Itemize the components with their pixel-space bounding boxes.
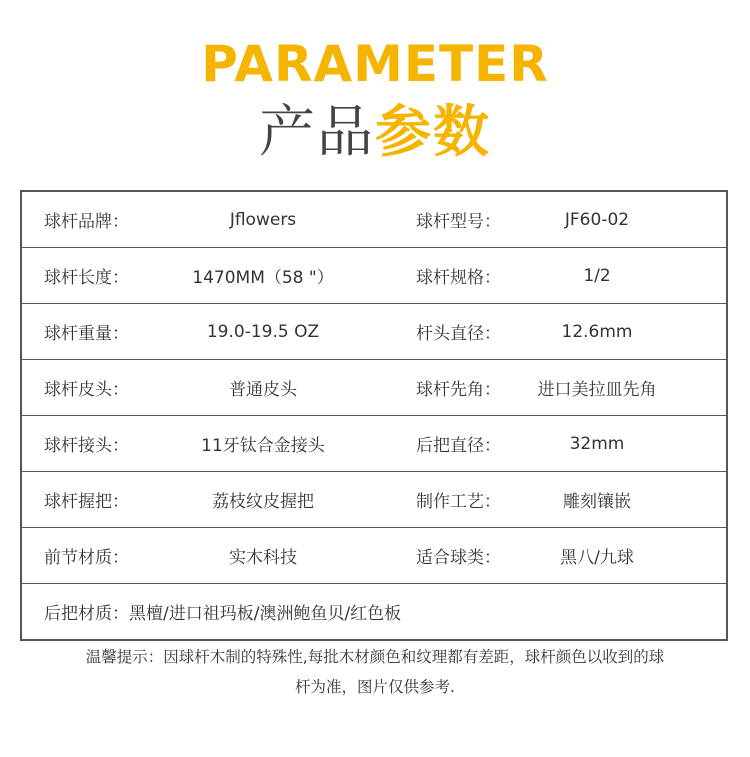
param-value: 1/2 (583, 265, 611, 286)
param-label: 球杆皮头： (44, 380, 129, 400)
param-label: 球杆规格： (416, 268, 501, 288)
param-label: 球杆先角： (416, 380, 501, 400)
param-label: 球杆品牌： (44, 212, 129, 232)
param-label: 杆头直径： (416, 324, 501, 344)
param-value: 32mm (569, 433, 625, 454)
param-value: 11牙钛合金接头 (201, 436, 325, 456)
param-label: 前节材质： (44, 548, 129, 568)
warm-tip-note (30, 642, 720, 702)
table-row-full (22, 584, 726, 641)
table-row (22, 192, 726, 248)
param-label: 后把直径： (416, 436, 501, 456)
param-label: 球杆长度： (44, 268, 129, 288)
title-chinese (0, 96, 750, 170)
param-label: 球杆型号： (416, 212, 501, 232)
table-row (22, 528, 726, 584)
title-english: PARAMETER (201, 35, 549, 93)
param-label: 适合球类： (416, 548, 501, 568)
table-row (22, 416, 726, 472)
back-material-text: 后把材质：黑檀/进口祖玛板/澳洲鲍鱼贝/红色板 (44, 604, 402, 624)
param-value: 荔枝纹皮握把 (212, 492, 314, 512)
table-row (22, 304, 726, 360)
param-value: 12.6mm (561, 321, 633, 342)
param-value: 19.0-19.5 OZ (206, 321, 320, 342)
parameter-table (20, 190, 728, 641)
param-label: 球杆接头： (44, 436, 129, 456)
note-line-1: 温馨提示：因球杆木制的特殊性,每批木材颜色和纹理都有差距，球杆颜色以收到的球 (85, 648, 665, 666)
table-row (22, 472, 726, 528)
table-row (22, 248, 726, 304)
param-label: 制作工艺： (416, 492, 501, 512)
param-value: 雕刻镶嵌 (563, 492, 631, 512)
param-value: 普通皮头 (229, 380, 297, 400)
title-chinese-highlight: 参数 (375, 100, 491, 165)
title-chinese-plain: 产品 (259, 100, 375, 165)
param-value: 实木科技 (229, 548, 297, 568)
note-line-2: 杆为准，图片仅供参考. (295, 678, 455, 696)
param-value: 进口美拉皿先角 (537, 380, 657, 400)
param-label: 球杆重量： (44, 324, 129, 344)
table-row (22, 360, 726, 416)
param-label: 球杆握把： (44, 492, 129, 512)
param-value: 黑八/九球 (560, 548, 634, 568)
param-value: JF60-02 (564, 209, 630, 230)
param-value: 1470MM（58 "） (192, 268, 334, 288)
param-value: Jflowers (229, 209, 297, 230)
